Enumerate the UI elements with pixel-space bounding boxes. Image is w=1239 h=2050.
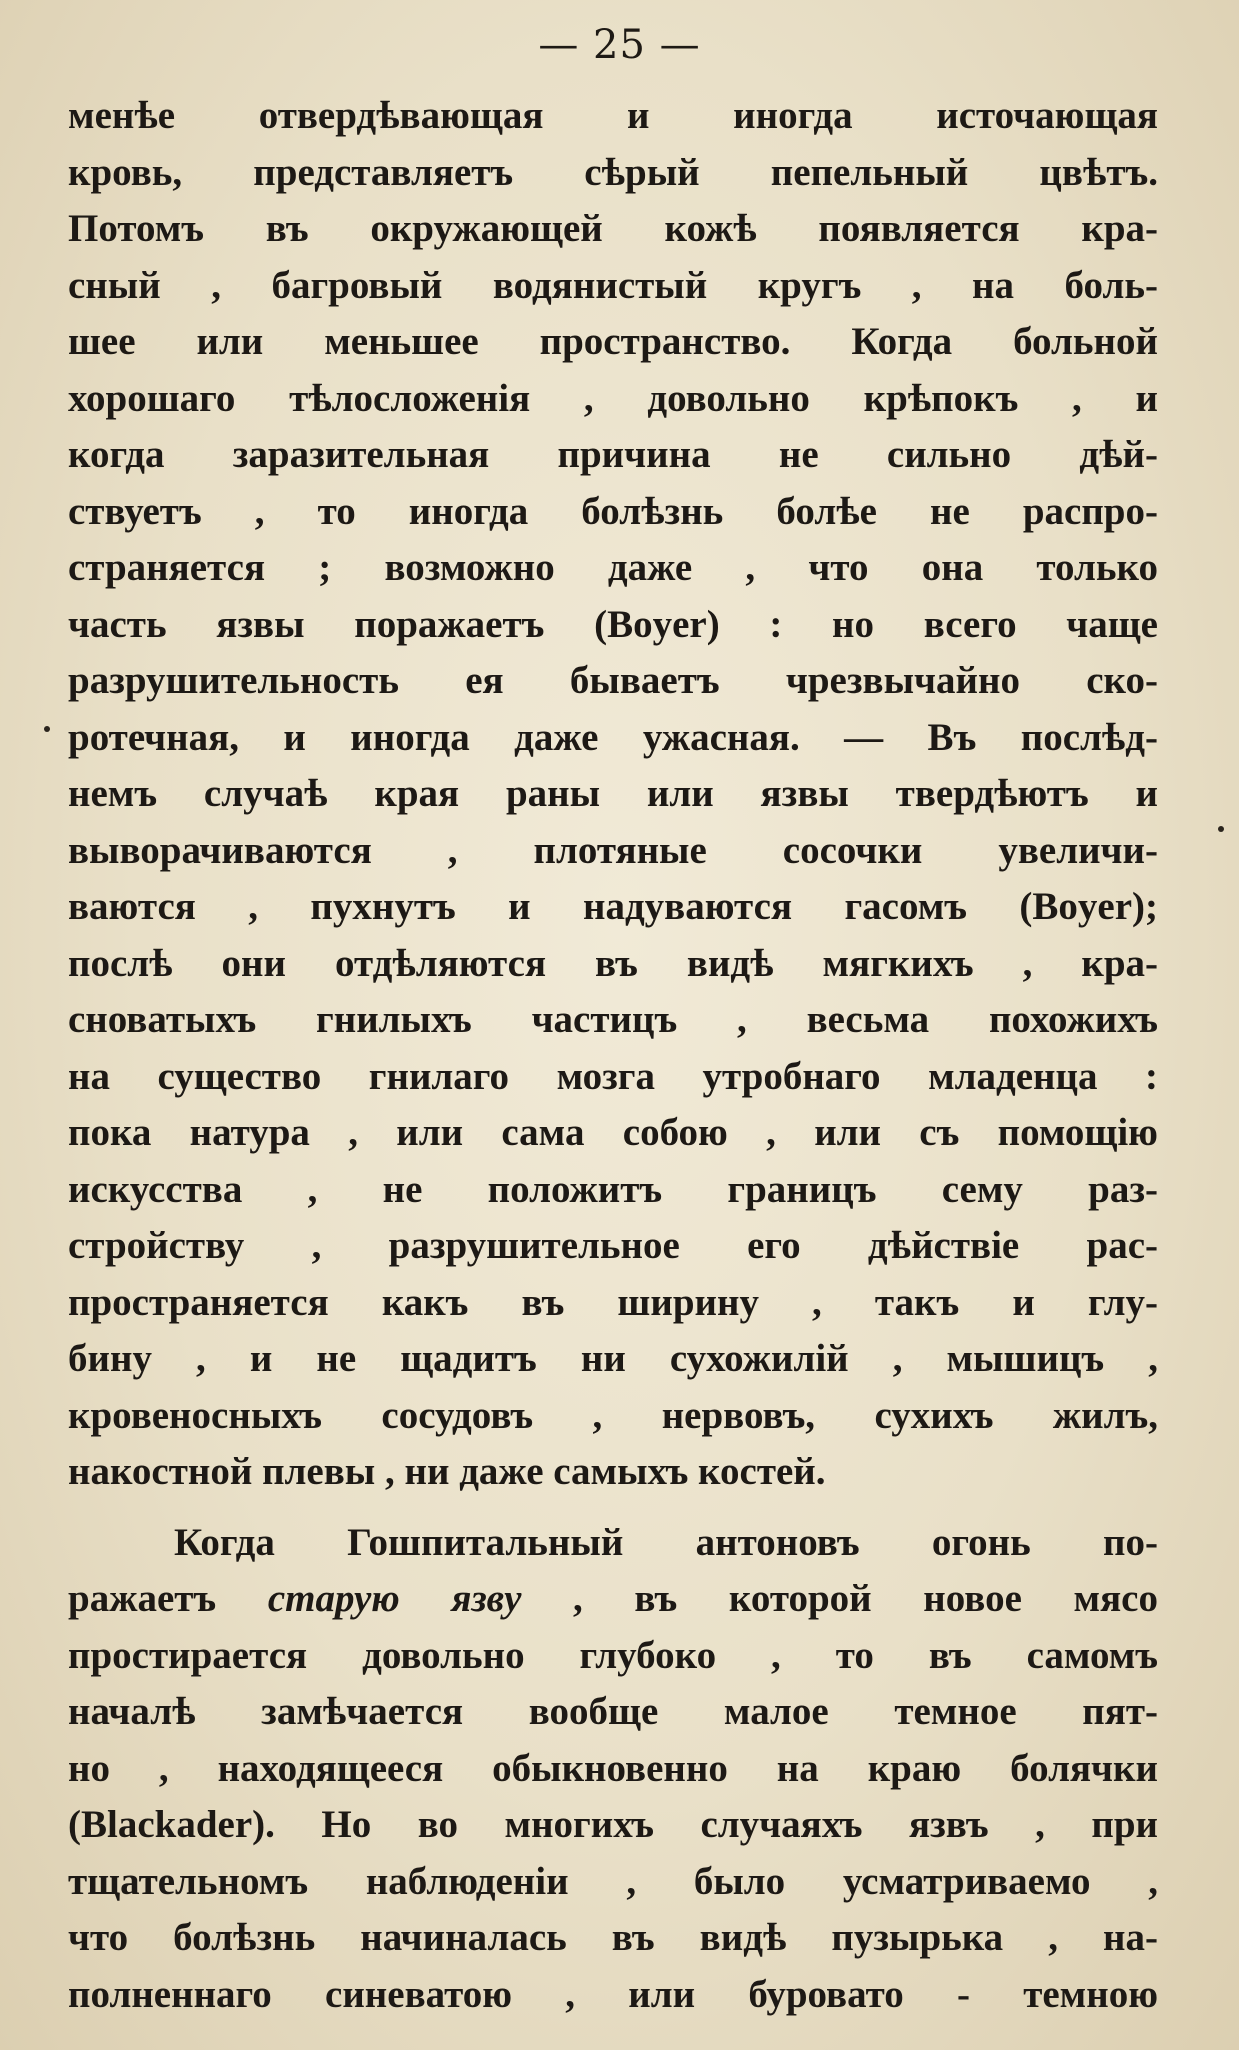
text-segment: ражаетъ xyxy=(68,1577,268,1620)
text-line: выворачиваются , плотяные сосочки увеличи- xyxy=(68,828,1158,872)
text-line: стройству , разрушительное его дѣйствіе рас- xyxy=(68,1224,1158,1267)
text-line: ваются , пухнутъ и надуваются гасомъ (Boyer); xyxy=(68,885,1158,928)
text-line: накостной плевы , ни даже самыхъ костей. xyxy=(68,1450,826,1493)
text-line: когда заразительная причина не сильно дѣй- xyxy=(68,433,1158,476)
ink-speck xyxy=(44,726,50,732)
text-line: тщательномъ наблюденіи , было усматриваемо , xyxy=(68,1859,1158,1903)
text-line: простирается довольно глубоко , то въ самомъ xyxy=(68,1633,1158,1677)
text-line: началѣ замѣчается вообще малое темное пят- xyxy=(68,1690,1158,1733)
italic-phrase: старую язву xyxy=(267,1577,522,1620)
text-line: Когда Гошпитальный антоновъ огонь по- xyxy=(174,1520,1158,1564)
text-line: сноватыхъ гнилыхъ частицъ , весьма похожихъ xyxy=(68,998,1158,1041)
text-line: кровеносныхъ сосудовъ , нервовъ, сухихъ жилъ, xyxy=(68,1393,1158,1437)
text-line: (Blackader). Но во многихъ случаяхъ язвъ , при xyxy=(68,1803,1158,1846)
text-line: послѣ они отдѣляются въ видѣ мягкихъ , кра- xyxy=(68,941,1158,985)
text-line: страняется ; возможно даже , что она только xyxy=(68,546,1158,589)
text-line-with-italic xyxy=(68,1571,1158,1628)
ink-speck xyxy=(1218,826,1224,832)
text-line: сный , багровый водянистый кругъ , на боль- xyxy=(68,263,1158,307)
text-segment: , въ которой новое мясо xyxy=(521,1577,1158,1620)
text-line: кровь, представляетъ сѣрый пепельный цвѣтъ. xyxy=(68,150,1158,194)
text-line: менѣе отвердѣвающая и иногда источающая xyxy=(68,94,1158,137)
text-line: на существо гнилаго мозга утробнаго младенца : xyxy=(68,1054,1158,1098)
text-line: шее или меньшее пространство. Когда больной xyxy=(68,320,1158,363)
text-line: Потомъ въ окружающей кожѣ появляется кра- xyxy=(68,207,1158,250)
text-line: пока натура , или сама собою , или съ помощію xyxy=(68,1111,1158,1154)
text-line: часть язвы поражаетъ (Boyer) : но всего чаще xyxy=(68,602,1158,646)
text-line: искусства , не положитъ границъ сему раз- xyxy=(68,1167,1158,1211)
page-number: — 25 — xyxy=(538,22,701,68)
text-line: разрушительность ея бываетъ чрезвычайно ско- xyxy=(68,659,1158,702)
text-line: пространяется какъ въ ширину , такъ и глу- xyxy=(68,1280,1158,1324)
text-line: ствуетъ , то иногда болѣзнь болѣе не распро- xyxy=(68,489,1158,533)
text-line: бину , и не щадитъ ни сухожилій , мышицъ , xyxy=(68,1337,1158,1380)
text-line: ротечная, и иногда даже ужасная. — Въ послѣд- xyxy=(68,715,1158,759)
text-line: хорошаго тѣлосложенія , довольно крѣпокъ , и xyxy=(68,376,1158,420)
body-text xyxy=(68,88,1158,2023)
paragraph-2 xyxy=(68,1515,1158,2024)
text-line: немъ случаѣ края раны или язвы твердѣютъ и xyxy=(68,772,1158,815)
paragraph-1 xyxy=(68,88,1158,1501)
paragraph-gap xyxy=(68,1501,1158,1515)
text-line: но , находящееся обыкновенно на краю болячки xyxy=(68,1746,1158,1790)
text-line: что болѣзнь начиналась въ видѣ пузырька , на- xyxy=(68,1916,1158,1959)
text-line: полненнаго синеватою , или буровато - темною xyxy=(68,1972,1158,2016)
